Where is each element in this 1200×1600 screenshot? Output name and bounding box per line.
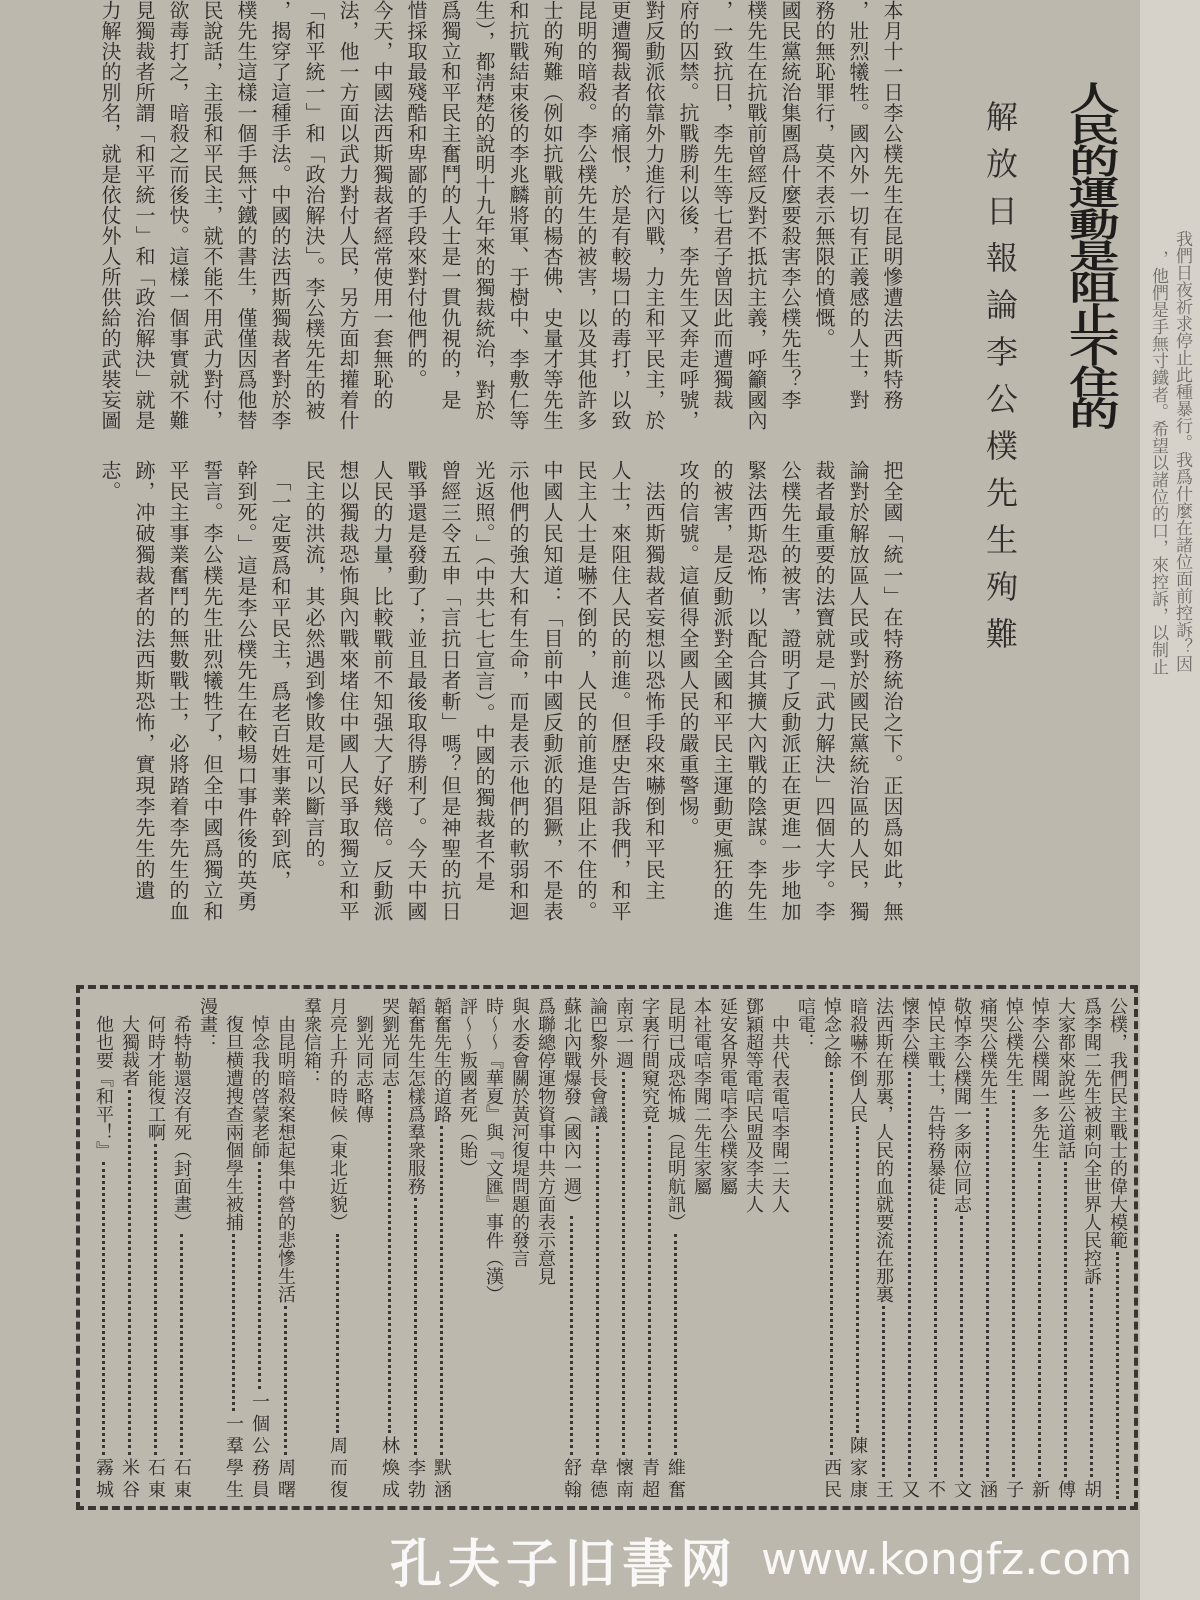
entry-title: 大家都來說些公道話 [1055, 997, 1076, 1159]
contents-entry [870, 997, 896, 1502]
text-column: 樸先生這樣一個手無寸鐵的書生，僅僅因爲他替 [234, 0, 258, 431]
dotted-leader [388, 1090, 391, 1433]
contents-entry [1000, 997, 1026, 1502]
entry-title: 哭劉光同志 [379, 997, 400, 1087]
text-column: 中國人民知道：「目前中國反動派的猖獗，不是表 [540, 460, 564, 922]
contents-entry [220, 997, 246, 1502]
dotted-leader [830, 1072, 833, 1455]
text-column: 「和平統一」和「政治解決」。李公樸先生的被 [302, 0, 326, 421]
entry-title: 羣衆信箱： [301, 997, 322, 1087]
dotted-leader [596, 1126, 599, 1455]
text-column: 法，他一方面以武力對付人民，另方面却㩲着什 [336, 0, 360, 431]
dotted-leader [336, 1234, 339, 1433]
table-of-contents [76, 985, 1138, 1510]
spacer [740, 1213, 766, 1502]
text-column: 跡，冲破獨裁者的法西斯恐怖，實現李先生的遺 [132, 460, 156, 901]
dotted-leader [570, 1216, 573, 1455]
entry-author: 米谷 [119, 1458, 140, 1502]
watermark-url: www.kongfz.com [761, 1534, 1133, 1585]
text-column: 士的殉難（例如抗戰前的楊杏佛、史量才等先生 [540, 0, 564, 431]
text-column: 惜採取最殘酷和卑鄙的手段來對付他們的。 [404, 0, 428, 390]
text-column: 志。 [98, 460, 122, 502]
dotted-leader [1012, 1090, 1015, 1477]
entry-author: 林煥成 [379, 1436, 400, 1502]
entry-title: 何時才能復工啊 [145, 997, 166, 1141]
contents-entry [168, 997, 194, 1502]
entry-title: 悼李公樸聞一多先生 [1029, 997, 1050, 1159]
spacer [714, 1195, 740, 1502]
contents-list [90, 997, 1130, 1502]
contents-entry [142, 997, 168, 1502]
entry-author: 石東 [145, 1458, 166, 1502]
contents-entry [1104, 997, 1130, 1502]
entry-title: 公樸，我們民主戰士的偉大模範 [1107, 997, 1128, 1249]
dotted-leader [1090, 1288, 1093, 1477]
text-column: 見獨裁者所謂「和平統一」和「政治解決」就是 [132, 0, 156, 431]
entry-title: 時～～『華夏』與『文匯』事件（漢） [483, 997, 504, 1303]
text-column: ，揭穿了這種手法。中國的法西斯獨裁者對於李 [268, 0, 292, 431]
text-column: 緊法西斯恐怖，以配合其擴大內戰的陰謀。李先生 [744, 460, 768, 922]
entry-author: 子 [1003, 1480, 1024, 1502]
contents-entry [506, 997, 532, 1502]
dotted-leader [284, 1306, 287, 1455]
contents-entry [402, 997, 428, 1502]
text-column: 攻的信號。這値得全國人民的嚴重警惕。 [676, 460, 700, 838]
contents-entry [714, 997, 740, 1502]
dotted-leader [1064, 1162, 1067, 1477]
entry-author: 傅 [1055, 1480, 1076, 1502]
contents-entry [376, 997, 402, 1502]
entry-title: 悼公樸先生 [1003, 997, 1024, 1087]
text-column: 「一定要爲和平民主，爲老百姓事業幹到底， [268, 460, 292, 891]
dotted-leader [960, 1216, 963, 1477]
entry-author: 一個公務員 [249, 1392, 270, 1502]
contents-entry [428, 997, 454, 1502]
dotted-leader [934, 1198, 937, 1477]
entry-title: 敬悼李公樸聞一多兩位同志 [951, 997, 972, 1213]
entry-title: 痛哭公樸先生 [977, 997, 998, 1105]
text-column: 民主人士是嚇不倒的，人民的前進是阻止不住的。 [574, 460, 598, 922]
facing-page-edge [1140, 0, 1200, 1600]
dotted-leader [102, 1162, 105, 1455]
entry-title: 他也要『和平！』 [93, 997, 114, 1159]
text-column: 力解決的別名，就是依仗外人所供給的武裝妄圖 [98, 0, 122, 431]
dotted-leader [648, 1126, 651, 1455]
dotted-leader [440, 1126, 443, 1455]
contents-entry [116, 997, 142, 1502]
entry-title: 韜奮先生怎樣爲羣衆服務 [405, 997, 426, 1195]
text-column: 幹到死。」這是李公樸先生在較場口事件後的英勇 [234, 460, 258, 912]
entry-author: 霧城 [93, 1458, 114, 1502]
entry-author: 文 [951, 1480, 972, 1502]
entry-author: 石東 [171, 1458, 192, 1502]
text-column: 示他們的強大和有生命，而是表示他們的軟弱和迴 [506, 460, 530, 922]
spacer [766, 1213, 792, 1502]
dotted-leader [674, 1234, 677, 1455]
text-column: 把全國「統一」在特務統治之下。正因爲如此，無 [880, 460, 904, 922]
text-column: 民主的洪流，其必然遇到慘敗是可以斷言的。 [302, 460, 326, 880]
contents-entry [896, 997, 922, 1502]
text-column: 樸先生在抗戰前曾經反對不抵抗主義，呼籲國內 [744, 0, 768, 431]
spacer [480, 1303, 506, 1502]
contents-entry [272, 997, 298, 1502]
entry-author: 維奮 [665, 1458, 686, 1502]
spacer [298, 1087, 324, 1502]
article-body-lower [93, 460, 909, 975]
contents-entry [1026, 997, 1052, 1502]
text-column: 人士，來阻住人民的前進。但歷史告訴我們，和平 [608, 460, 632, 922]
contents-entry [974, 997, 1000, 1502]
contents-entry [818, 997, 844, 1502]
contents-entry [324, 997, 350, 1502]
contents-entry [948, 997, 974, 1502]
dotted-leader [1116, 1252, 1119, 1499]
spacer [350, 1123, 376, 1502]
contents-entry [350, 997, 376, 1502]
entry-title: 漫畫： [197, 997, 218, 1051]
text-column: 昆明的暗殺。李公樸先生的被害，以及其他許多 [574, 0, 598, 431]
article-title [1050, 40, 1130, 470]
entry-author: 舒翰 [561, 1458, 582, 1502]
contents-entry [194, 997, 220, 1502]
entry-author: 不 [925, 1480, 946, 1502]
entry-title: 大獨裁者 [119, 997, 140, 1087]
entry-title: 悼念我的啓蒙老師 [249, 997, 270, 1159]
entry-author: 涵 [977, 1480, 998, 1502]
dotted-leader [128, 1090, 131, 1455]
spacer [792, 1051, 818, 1502]
entry-title: 暗殺嚇不倒人民 [847, 997, 868, 1123]
contents-entry [610, 997, 636, 1502]
entry-title: 字裏行間窺究竟 [639, 997, 660, 1123]
entry-author: 又 [899, 1480, 920, 1502]
text-column: 想以獨裁恐怖與內戰來堵住中國人民爭取獨立和平 [336, 460, 360, 922]
dotted-leader [154, 1144, 157, 1455]
text-column: 本月十一日李公樸先生在昆明慘遭法西斯特務 [880, 0, 904, 410]
entry-title: 與水委會關於黃河復堤問題的發言 [509, 997, 530, 1267]
text-column: 論對於解放區人民或對於國民黨統治區的人民，獨 [846, 460, 870, 922]
dotted-leader [414, 1198, 417, 1455]
text-column: 戰爭還是發動了；並且最後取得勝利了。今天中國 [404, 460, 428, 922]
entry-title: 鄧穎超等電唁民盟及李夫人 [743, 997, 764, 1213]
contents-entry [90, 997, 116, 1502]
dotted-leader [258, 1162, 261, 1389]
text-column: 公樸先生的被害，證明了反動派正在更進一步地加 [778, 460, 802, 922]
spacer [194, 1051, 220, 1502]
contents-entry [454, 997, 480, 1502]
entry-author: 西民 [821, 1458, 842, 1502]
entry-title: 劉光同志略傳 [353, 997, 374, 1123]
entry-author: 李勃 [405, 1458, 426, 1502]
text-column: 光返照。」（中共七七宣言）。中國的獨裁者不是 [472, 460, 496, 892]
text-column: 和抗戰結束後的李兆麟將軍、于樹中、李敷仁等 [506, 0, 530, 431]
entry-author: 默涵 [431, 1458, 452, 1502]
contents-entry [246, 997, 272, 1502]
text-column: 欲毒打之，暗殺之而後快。這樣一個事實就不難 [166, 0, 190, 431]
text-column: 法西斯獨裁者妄想以恐怖手段來嚇倒和平民主 [642, 460, 666, 901]
entry-title: 月亮上升的時候（東北近貌） [327, 997, 348, 1231]
contents-entry [740, 997, 766, 1502]
entry-title: 爲李聞二先生被刺向全世界人民控訴 [1081, 997, 1102, 1285]
text-column: 國民黨統治集團爲什麼要殺害李公樸先生？李 [778, 0, 802, 410]
text-column: 的被害，是反動派對全國和平民主運動更瘋狂的進 [710, 460, 734, 922]
dotted-leader [1038, 1162, 1041, 1477]
entry-title: 南京一週 [613, 997, 634, 1069]
contents-entry [922, 997, 948, 1502]
entry-title: 悼民主戰士，告特務暴徒 [925, 997, 946, 1195]
entry-author: 王 [873, 1480, 894, 1502]
dotted-leader [856, 1126, 859, 1433]
dotted-leader [622, 1072, 625, 1455]
text-column: 曾經三令五申「言抗日者斬」嗎？但是神聖的抗日 [438, 460, 462, 922]
article-subtitle: 解放日報論李公樸先生殉難 [981, 100, 1019, 664]
text-column: 人民的力量，比較戰前不知强大了好幾倍。反動派 [370, 460, 394, 922]
dotted-leader [908, 1072, 911, 1477]
contents-entry [1078, 997, 1104, 1502]
entry-title: 韜奮先生的道路 [431, 997, 452, 1123]
entry-title: 本社電唁李聞二先生家屬 [691, 997, 712, 1195]
entry-title: 由昆明暗殺案想起集中營的悲慘生活 [275, 997, 296, 1303]
entry-author: 一羣學生 [223, 1414, 244, 1502]
text-column: 誓言。李公樸先生壯烈犧牲了，但全中國爲獨立和 [200, 460, 224, 922]
article-title-text: 人民的運動是阻止不住的 [1061, 81, 1119, 429]
article-body-upper [93, 0, 909, 455]
spacer [688, 1195, 714, 1502]
dotted-leader [232, 1234, 235, 1411]
contents-entry [688, 997, 714, 1502]
text-column: 更遭獨裁者的痛恨，於是有較場口的毒打，以致 [608, 0, 632, 431]
entry-title: 悼念之餘 [821, 997, 842, 1069]
entry-title: 唁電： [795, 997, 816, 1051]
entry-title: 懷李公樸 [899, 997, 920, 1069]
entry-author: 周而復 [327, 1436, 348, 1502]
dotted-leader [986, 1108, 989, 1477]
watermark [390, 1522, 1132, 1597]
contents-entry [844, 997, 870, 1502]
text-column: 今天，中國法西斯獨裁者經常使用一套無恥的 [370, 0, 394, 410]
text-column: ，一致抗日，李先生等七君子曾因此而遭獨裁 [710, 0, 734, 410]
dotted-leader [882, 1306, 885, 1477]
entry-author: 周曙 [275, 1458, 296, 1502]
spacer [532, 1285, 558, 1502]
contents-entry [480, 997, 506, 1502]
dotted-leader [180, 1234, 183, 1455]
text-column: 裁者最重要的法寶就是「武力解決」四個大字。李 [812, 460, 836, 922]
text-column: 民說話，主張和平民主，就不能不用武力對付， [200, 0, 224, 431]
entry-title: 昆明已成恐怖城（昆明航訊） [665, 997, 686, 1231]
entry-author: 胡 [1081, 1480, 1102, 1502]
contents-entry [298, 997, 324, 1502]
entry-author: 青超 [639, 1458, 660, 1502]
entry-author: 新 [1029, 1480, 1050, 1502]
text-column: 務的無恥罪行，莫不表示無限的憤慨。 [812, 0, 836, 349]
contents-entry [558, 997, 584, 1502]
contents-entry [584, 997, 610, 1502]
entry-author: 韋德 [587, 1458, 608, 1502]
contents-entry [532, 997, 558, 1502]
entry-title: 蘇北內戰爆發（國內一週） [561, 997, 582, 1213]
contents-entry [1052, 997, 1078, 1502]
contents-entry [766, 997, 792, 1502]
watermark-name: 孔夫子旧書网 [390, 1535, 739, 1595]
entry-title: 法西斯在那裏，人民的血就要流在那裏 [873, 997, 894, 1303]
facing-page-column: 我們日夜祈求停止此種暴行。我爲什麼在諸位面前控訴？因 [1172, 230, 1192, 672]
text-column: 府的囚禁。抗戰勝利以後，李先生又奔走呼號， [676, 0, 700, 431]
text-column: 平民主事業奮鬥的無數戰士，必將踏着李先生的血 [166, 460, 190, 922]
entry-title: 延安各界電唁李公樸家屬 [717, 997, 738, 1195]
text-column: 對反動派依靠外力進行內戰，力主和平民主，於 [642, 0, 666, 431]
contents-entry [636, 997, 662, 1502]
spacer [506, 1267, 532, 1502]
facing-page-column: ，他們是手無寸鐵者。希望以諸位的口，來控訴，以制止 [1148, 250, 1168, 675]
text-column: 爲獨立和平民主奮鬥的人士是一貫仇視的，是 [438, 0, 462, 410]
contents-entry [662, 997, 688, 1502]
entry-title: 評～～叛國者死（貽） [457, 997, 478, 1177]
entry-title: 中共代表電唁李聞二夫人 [769, 997, 790, 1213]
entry-title: 希特勒還沒有死（封面畫） [171, 997, 192, 1231]
text-column: ，壯烈犧牲。國內外一切有正義感的人士，對 [846, 0, 870, 410]
entry-title: 復旦横遭搜查兩個學生被捕 [223, 997, 244, 1231]
spacer [454, 1177, 480, 1502]
entry-title: 論巴黎外長會議 [587, 997, 608, 1123]
entry-author: 懷南 [613, 1458, 634, 1502]
entry-title: 爲聯總停運物資事中共方面表示意見 [535, 997, 556, 1285]
text-column: 生），都淸楚的說明十九年來的獨裁統治，對於 [472, 0, 496, 421]
entry-author: 陳家康 [847, 1436, 868, 1502]
contents-entry [792, 997, 818, 1502]
